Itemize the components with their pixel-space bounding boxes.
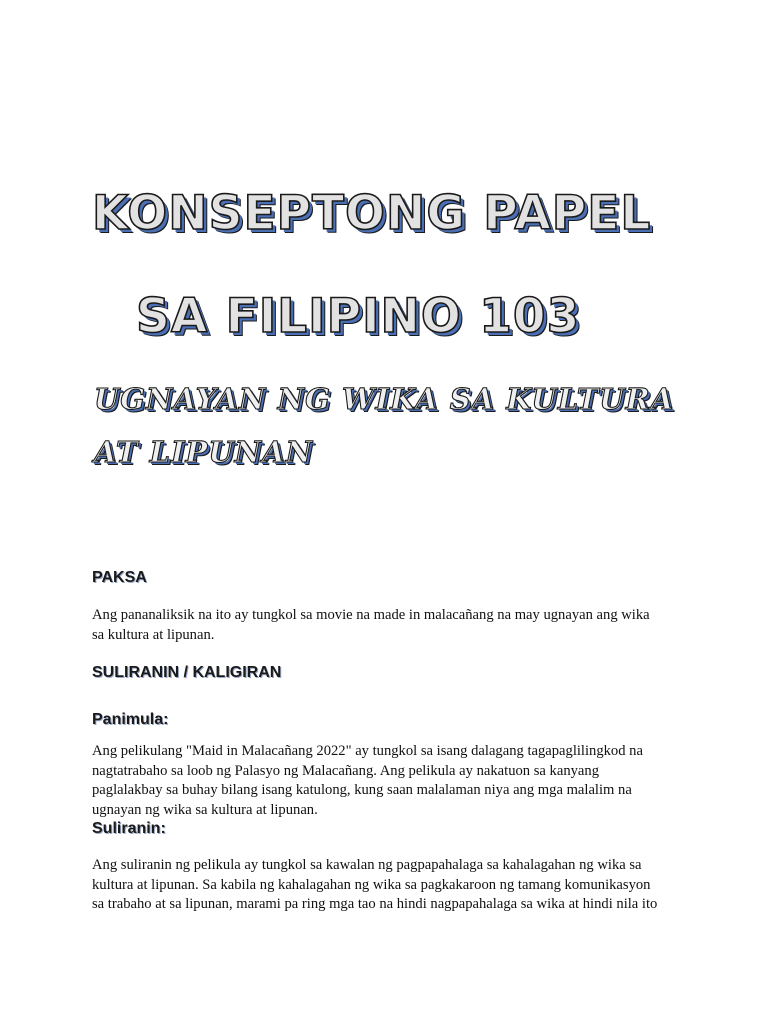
suliranin-line-1: Ang suliranin ng pelikula ay tungkol sa kawalan ng pagpapahalaga sa kahalagahan ng wika sa	[92, 857, 642, 873]
panimula-paragraph	[92, 742, 682, 820]
document-title-line-2: SA FILIPINO 103	[136, 289, 581, 344]
paksa-paragraph	[92, 606, 682, 645]
suliranin-paragraph	[92, 856, 682, 915]
panimula-line-2: nagtatrabaho sa loob ng Palasyo ng Malacañang. Ang pelikula ay nakatuon sa kanyang	[92, 762, 599, 779]
panimula-line-1: Ang pelikulang "Maid in Malacañang 2022" ay tungkol sa isang dalagang tagapaglilingkod na	[92, 743, 643, 759]
section-heading-suliranin-kaligiran: SULIRANIN / KALIGIRAN	[92, 664, 282, 681]
document-subtitle-line-2: AT LIPUNAN	[94, 435, 314, 469]
subheading-panimula: Panimula:	[92, 711, 169, 728]
panimula-line-3: paglalakbay sa buhay bilang isang katulong, kung saan malalaman niya ang mga malalim na	[92, 782, 632, 798]
document-title-line-1: KONSEPTONG PAPEL	[92, 186, 652, 241]
document-subtitle-line-1: UGNAYAN NG WIKA SA KULTURA	[94, 382, 675, 416]
subheading-suliranin: Suliranin:	[92, 820, 166, 837]
paksa-line-1: Ang pananaliksik na ito ay tungkol sa movie na made in malacañang na may ugnayan ang wika	[92, 607, 650, 623]
suliranin-line-3: sa trabaho at sa lipunan, marami pa ring mga tao na hindi nagpapahalaga sa wika at hindi nila ito	[92, 896, 658, 912]
paksa-line-2: sa kultura at lipunan.	[92, 626, 215, 643]
section-heading-paksa: PAKSA	[92, 569, 147, 586]
suliranin-line-2: kultura at lipunan. Sa kabila ng kahalagahan ng wika sa pagkakaroon ng tamang komunikasyon	[92, 876, 651, 893]
panimula-line-4: ugnayan ng wika sa kultura at lipunan.	[92, 801, 318, 818]
